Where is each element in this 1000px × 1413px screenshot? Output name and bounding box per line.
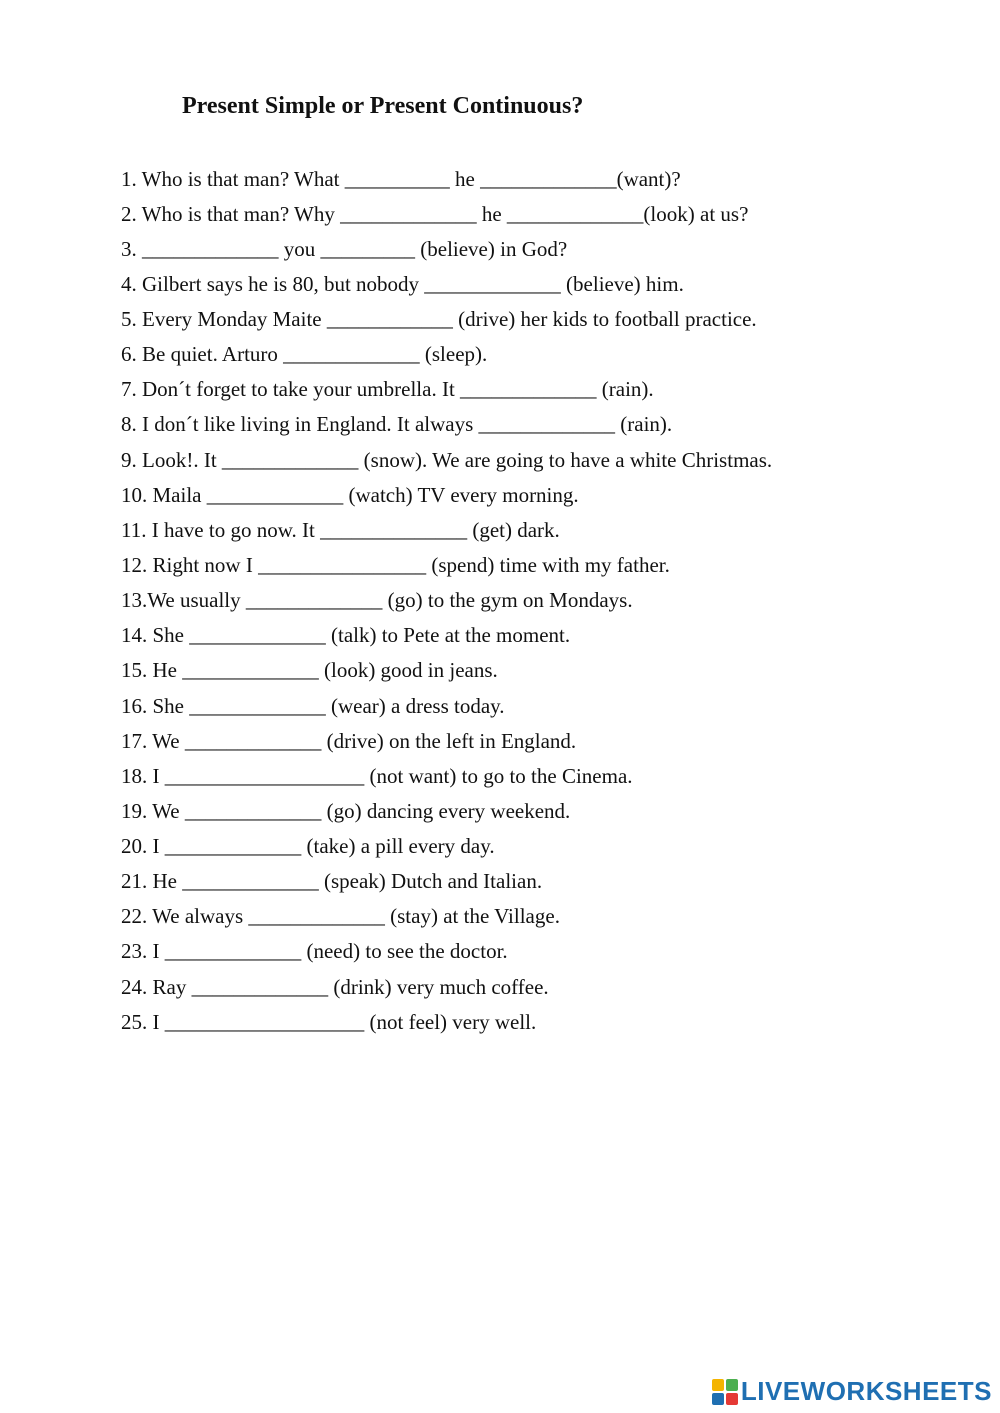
exercise-item-4: 4. Gilbert says he is 80, but nobody _____________ (believe) him. [121, 272, 684, 296]
exercise-item-8: 8. I don´t like living in England. It always _____________ (rain). [121, 412, 673, 436]
exercise-item-2: 2. Who is that man? Why _____________ he _____________(look) at us? [121, 202, 749, 226]
exercise-item-21: 21. He _____________ (speak) Dutch and Italian. [121, 869, 543, 893]
exercise-item-12: 12. Right now I ________________ (spend) time with my father. [121, 553, 670, 577]
exercise-item-17: 17. We _____________ (drive) on the left in England. [121, 729, 577, 753]
exercise-item-9: 9. Look!. It _____________ (snow). We are going to have a white Christmas. [121, 448, 773, 472]
exercise-item-24: 24. Ray _____________ (drink) very much coffee. [121, 975, 549, 999]
exercise-item-20: 20. I _____________ (take) a pill every day. [121, 834, 495, 858]
exercise-item-22: 22. We always _____________ (stay) at the Village. [121, 904, 560, 928]
exercise-item-16: 16. She _____________ (wear) a dress today. [121, 694, 505, 718]
exercise-item-23: 23. I _____________ (need) to see the doctor. [121, 939, 508, 963]
exercise-item-5: 5. Every Monday Maite ____________ (drive) her kids to football practice. [121, 307, 757, 331]
exercise-item-18: 18. I ___________________ (not want) to go to the Cinema. [121, 764, 633, 788]
exercise-item-15: 15. He _____________ (look) good in jeans. [121, 658, 498, 682]
exercise-item-14: 14. She _____________ (talk) to Pete at the moment. [121, 623, 571, 647]
logo-text: LIVEWORKSHEETS [740, 1376, 992, 1406]
worksheet-title: Present Simple or Present Continuous? [182, 93, 584, 119]
exercise-item-19: 19. We _____________ (go) dancing every weekend. [121, 799, 571, 823]
liveworksheets-logo-icon [711, 1378, 739, 1406]
exercise-item-10: 10. Maila _____________ (watch) TV every morning. [121, 483, 579, 507]
exercise-item-13: 13.We usually _____________ (go) to the gym on Mondays. [121, 588, 633, 612]
liveworksheets-logo[interactable] [711, 1376, 992, 1407]
exercise-item-7: 7. Don´t forget to take your umbrella. It _____________ (rain). [121, 377, 654, 401]
exercise-item-11: 11. I have to go now. It ______________ (get) dark. [121, 518, 560, 542]
exercise-item-25: 25. I ___________________ (not feel) very well. [121, 1010, 537, 1034]
exercise-item-3: 3. _____________ you _________ (believe) in God? [121, 237, 568, 261]
exercise-item-6: 6. Be quiet. Arturo _____________ (sleep). [121, 342, 488, 366]
exercise-item-1: 1. Who is that man? What __________ he _____________(want)? [121, 167, 681, 191]
